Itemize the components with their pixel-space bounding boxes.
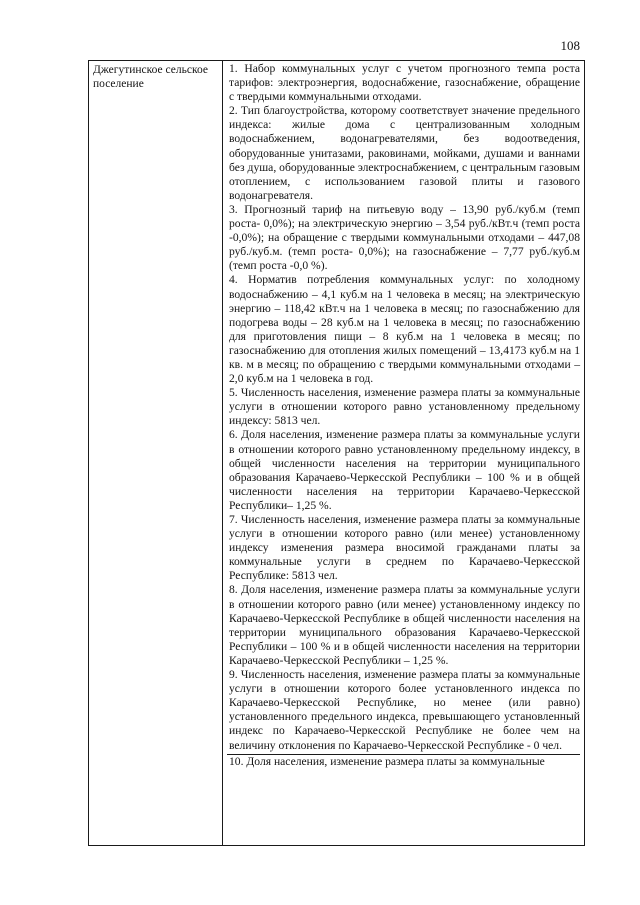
list-item: 7. Численность населения, изменение размера платы за коммунальные услуги в отношении которого равно (или менее) установленному индексу изменения размера вносимой гражданами платы за коммунальные услуги в среднем по Карачаево-Черкесской Республике: 5813 чел. bbox=[229, 513, 580, 583]
list-item: 10. Доля населения, изменение размера платы за коммунальные bbox=[227, 754, 580, 769]
list-item: 5. Численность населения, изменение размера платы за коммунальные услуги в отношении которого равно установленному предельному индексу: 5813 чел. bbox=[229, 386, 580, 428]
page-number: 108 bbox=[560, 38, 580, 53]
table-row bbox=[89, 61, 585, 846]
municipality-cell bbox=[89, 61, 223, 846]
list-item: 4. Норматив потребления коммунальных услуг: по холодному водоснабжению – 4,1 куб.м на 1 человека в месяц; на электрическую энергию – 118,42 кВт.ч на 1 человека в месяц; по газоснабжению для подогрева воды – 28 куб.м на 1 человека в месяц; по газоснабжению для приготовления пищи – 8 куб.м на 1 человека в месяц; по газоснабжению для отопления жилых помещений – 13,4173 куб.м на 1 кв. м в месяц; по обращению с твердыми коммунальными отходами – 2,0 куб.м на 1 человека в год. bbox=[229, 273, 580, 386]
municipality-name: Джегутинское сельское поселение bbox=[93, 64, 208, 90]
list-item: 1. Набор коммунальных услуг с учетом прогнозного темпа роста тарифов: электроэнергия, водоснабжение, газоснабжение, обращение с твердыми коммунальными отходами. bbox=[229, 62, 580, 104]
list-item: 6. Доля населения, изменение размера платы за коммунальные услуги в отношении которого равно установленному предельному индексу, в общей численности населения на территории муниципального образования Карачаево-Черкесской Республики – 100 % и в общей численности населения на территории Карачаево-Черкесской Республики– 1,25 %. bbox=[229, 428, 580, 512]
list-item: 2. Тип благоустройства, которому соответствует значение предельного индекса: жилые дома с централизованным холодным водоснабжением, водонагревателями, без водоотведения, оборудованные унитазами, раковинами, мойками, душами и ваннами без душа, оборудованные электроснабжением, с центральным газовым отоплением, с использованием газовой плиты и газового водонагревателя. bbox=[229, 104, 580, 202]
list-item: 8. Доля населения, изменение размера платы за коммунальные услуги в отношении которого равно (или менее) установленному индексу по Карачаево-Черкесской Республике в общей численности населения на территории муниципального образования Карачаево-Черкесской Республики – 100 % и в общей численности населения на территории Карачаево-Черкесской Республики – 1,25 %. bbox=[229, 583, 580, 667]
list-item: 3. Прогнозный тариф на питьевую воду – 13,90 руб./куб.м (темп роста- 0,0%); на электрическую энергию – 3,54 руб./кВт.ч (темп роста -0,0%); на обращение с твердыми коммунальными отходами – 447,08 руб./куб.м. (темп роста- 0,0%); на газоснабжение – 7,77 руб./куб.м (темп роста -0,0 %). bbox=[229, 202, 580, 273]
details-cell bbox=[223, 61, 585, 846]
document-table bbox=[88, 60, 585, 846]
list-item: 9. Численность населения, изменение размера платы за коммунальные услуги в отношении которого более установленного индекса по Карачаево-Черкесской Республике, но менее (или равно) установленного предельного индекса, превышающего установленный индекс по Карачаево-Черкесской Республике не более чем на величину отклонения по Карачаево-Черкесской Республике - 0 чел. bbox=[229, 668, 580, 752]
